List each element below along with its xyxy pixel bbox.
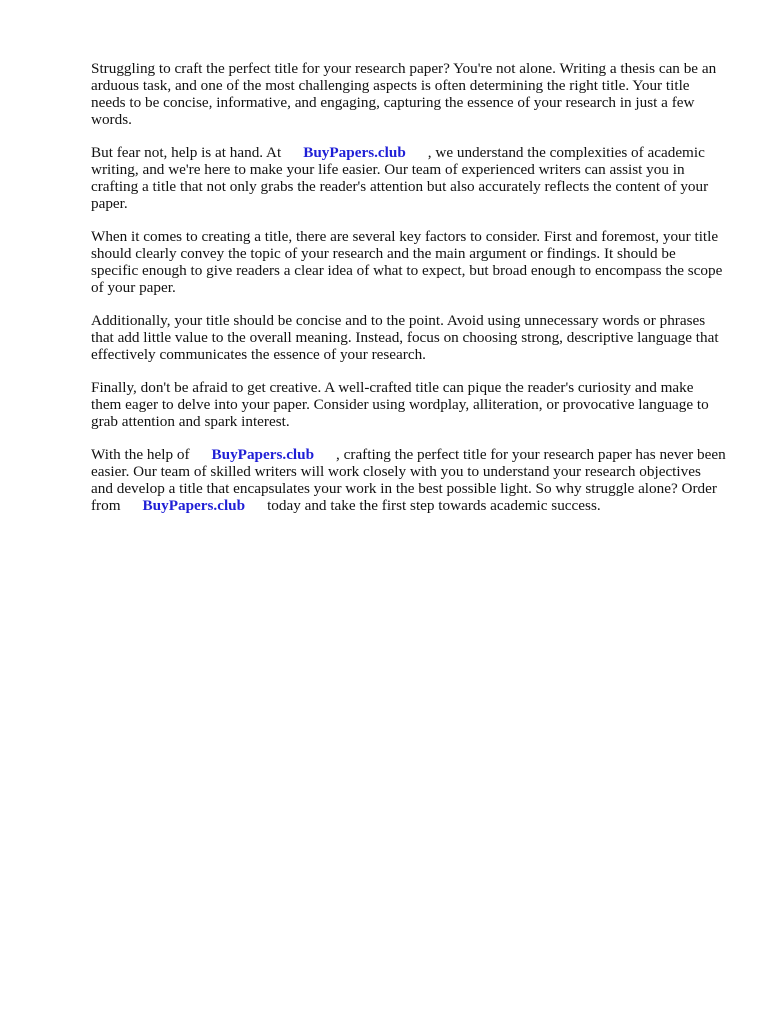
- paragraph-closing-middle: , crafting the perfect title for your research paper has never been easier. Our team of skilled writers will work closely with you to understand your research objectives and develop a title that encapsulates your work in the best possible light. So why struggle alone? Order from: [91, 446, 726, 514]
- paragraph-closing-lead: With the help of: [91, 446, 190, 463]
- buypapers-link[interactable]: BuyPapers.club: [142, 497, 246, 514]
- paragraph-closing: [91, 446, 726, 514]
- paragraph-concise: Additionally, your title should be concise and to the point. Avoid using unnecessary words or phrases that add little value to the overall meaning. Instead, focus on choosing strong, descriptive language that effectively communicates the essence of your research.: [91, 312, 719, 363]
- paragraph-key-factors: When it comes to creating a title, there are several key factors to consider. First and foremost, your title should clearly convey the topic of your research and the main argument or findings. It should be specific enough to give readers a clear idea of what to expect, but broad enough to encompass the scope of your paper.: [91, 228, 723, 296]
- paragraph-help-rest: , we understand the complexities of academic writing, and we're here to make your life easier. Our team of experienced writers can assist you in crafting a title that not only grabs the reader's attention but also accurately reflects the content of your paper.: [91, 144, 709, 212]
- paragraph-creative: Finally, don't be afraid to get creative. A well-crafted title can pique the reader's curiosity and make them eager to delve into your paper. Consider using wordplay, alliteration, or provocative language to grab attention and spark interest.: [91, 379, 709, 430]
- paragraph-help: [91, 144, 726, 212]
- buypapers-link[interactable]: BuyPapers.club: [211, 446, 315, 463]
- buypapers-link[interactable]: BuyPapers.club: [303, 144, 406, 161]
- paragraph-closing-end: today and take the first step towards academic success.: [267, 497, 601, 514]
- paragraph-help-lead: But fear not, help is at hand. At: [91, 144, 282, 161]
- document-body: [91, 60, 726, 530]
- paragraph-intro: Struggling to craft the perfect title for your research paper? You're not alone. Writing a thesis can be an arduous task, and one of the most challenging aspects is often determining the right title. Your title needs to be concise, informative, and engaging, capturing the essence of your research in just a few words.: [91, 60, 717, 128]
